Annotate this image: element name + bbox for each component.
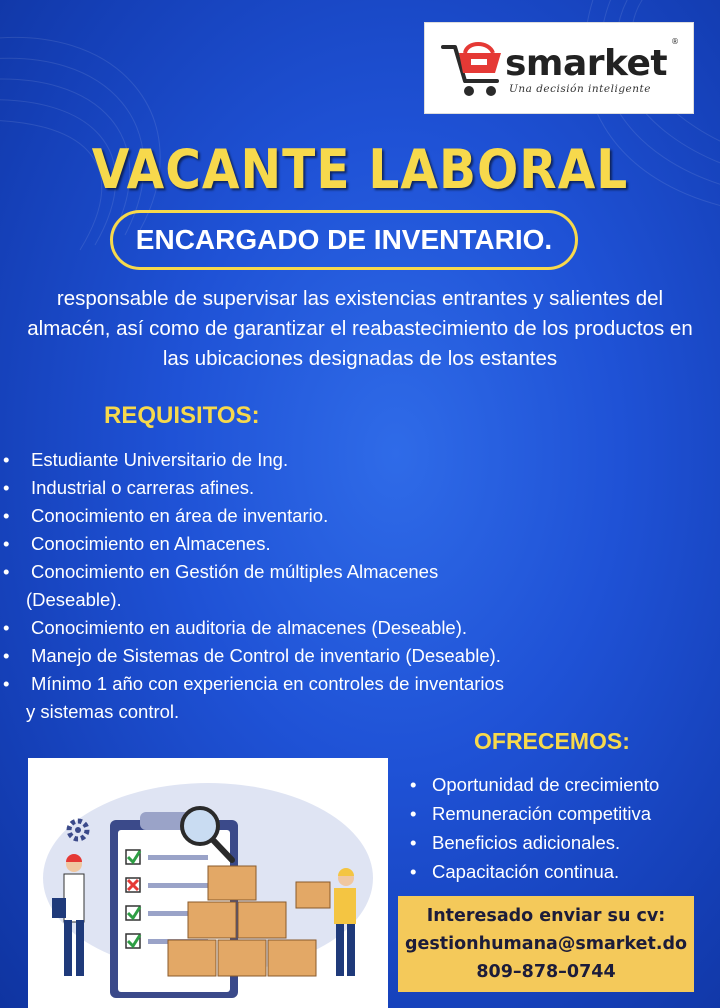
offers-list bbox=[410, 770, 715, 886]
list-item: • Conocimiento en área de inventario. bbox=[3, 505, 329, 526]
shopping-cart-icon bbox=[435, 33, 507, 103]
requirements-heading: REQUISITOS: bbox=[104, 402, 260, 429]
position-title: ENCARGADO DE INVENTARIO. bbox=[110, 210, 578, 270]
list-item: • Beneficios adicionales. bbox=[410, 832, 621, 853]
contact-box bbox=[398, 896, 694, 992]
list-item: • Manejo de Sistemas de Control de inventario (Deseable). bbox=[3, 645, 501, 666]
contact-phone[interactable]: 809–878–0744 bbox=[476, 962, 616, 982]
requirements-list bbox=[0, 446, 600, 726]
brand-logo bbox=[424, 22, 694, 114]
list-item: • Conocimiento en Almacenes. bbox=[3, 533, 271, 554]
inventory-illustration bbox=[28, 758, 388, 1008]
list-item: • Estudiante Universitario de Ing. bbox=[3, 449, 289, 470]
list-item-continuation: (Deseable). bbox=[26, 589, 122, 610]
list-item: • Mínimo 1 año con experiencia en controles de inventarios bbox=[3, 673, 505, 694]
contact-intro: Interesado enviar su cv: bbox=[426, 906, 666, 926]
list-item: • Capacitación continua. bbox=[410, 861, 620, 882]
list-item-continuation: y sistemas control. bbox=[26, 701, 180, 722]
page-title: VACANTE LABORAL bbox=[91, 138, 629, 201]
list-item: • Oportunidad de crecimiento bbox=[410, 774, 660, 795]
list-item: • Conocimiento en Gestión de múltiples Almacenes bbox=[3, 561, 439, 582]
job-description: responsable de supervisar las existencias entrantes y salientes del almacén, así como de garantizar el reabastecimiento de los productos en las ubicaciones designadas de los estantes bbox=[27, 287, 693, 370]
registered-mark: ® bbox=[671, 37, 679, 46]
offers-heading: OFRECEMOS: bbox=[474, 728, 630, 754]
brand-name: smarket bbox=[505, 43, 668, 84]
list-item: • Conocimiento en auditoria de almacenes (Deseable). bbox=[3, 617, 468, 638]
brand-tagline: Una decisión inteligente bbox=[509, 83, 651, 95]
contact-email[interactable]: gestionhumana@smarket.do bbox=[404, 934, 688, 954]
list-item: • Industrial o carreras afines. bbox=[3, 477, 255, 498]
list-item: • Remuneración competitiva bbox=[410, 803, 652, 824]
